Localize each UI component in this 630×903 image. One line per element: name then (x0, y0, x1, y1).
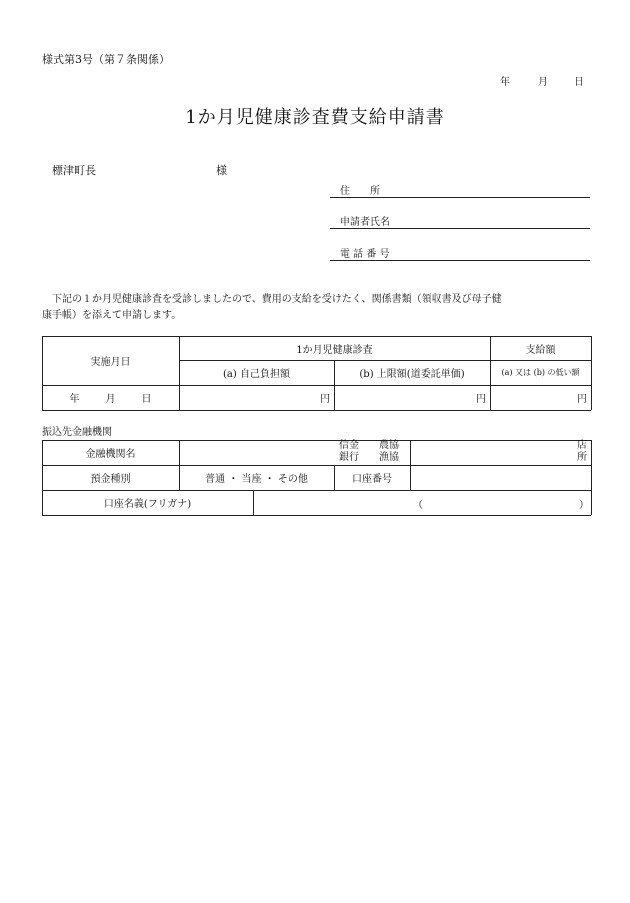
self-pay-amount-cell[interactable] (179, 385, 334, 410)
yen-unit: 円 (577, 394, 587, 405)
payment-sub-header: (a) 又は (b) の低い額 (501, 368, 580, 377)
body-text-line2: 康手帳）を添えて申請します。 (42, 310, 182, 321)
phone-field-line[interactable] (330, 260, 590, 261)
form-number: 様式第3号（第７条関係） (42, 53, 170, 66)
yen-unit: 円 (320, 394, 330, 405)
type-gyokyo: 漁協 (379, 452, 399, 463)
self-pay-header: (a) 自己負担額 (223, 369, 290, 380)
limit-amount-cell[interactable] (334, 385, 490, 410)
exam-month-label: 月 (105, 394, 116, 405)
exam-day-label: 日 (141, 394, 152, 405)
institution-label: 金融機関名 (85, 449, 136, 460)
date-month-label: 月 (538, 77, 548, 88)
account-holder-label: 口座名義(フリガナ) (103, 499, 192, 510)
phone-label: 電 話 番 号 (340, 249, 390, 260)
payment-header: 支給額 (525, 344, 556, 356)
yen-unit: 円 (476, 394, 486, 405)
date-year-label: 年 (500, 77, 510, 88)
addressee: 標津町長 (52, 164, 96, 177)
bank-section-heading: 振込先金融機関 (42, 427, 112, 438)
deposit-type-label: 預金種別 (90, 474, 131, 485)
exam-date-header: 実施月日 (90, 357, 131, 368)
type-nokyo: 農協 (379, 440, 399, 451)
branch-ten: 店 (577, 440, 587, 451)
institution-name-cell[interactable] (179, 440, 410, 465)
address-field-line[interactable] (330, 197, 590, 198)
account-holder-cell[interactable] (253, 490, 591, 515)
type-ginko: 銀行 (339, 452, 359, 463)
account-number-cell[interactable] (410, 465, 591, 490)
page-title: 1か月児健康診査費支給申請書 (185, 107, 445, 128)
exam-year-label: 年 (69, 394, 80, 405)
honorific: 様 (216, 164, 227, 177)
deposit-type-options[interactable]: 普通 ・ 当座 ・ その他 (205, 474, 308, 485)
exam-date-cell[interactable] (42, 385, 179, 410)
date-day-label: 日 (574, 77, 584, 88)
body-text-line1: 下記の１か月児健康診査を受診しましたので、費用の支給を受けたく、関係書類（領収書及び母子健 (52, 294, 502, 305)
account-number-label: 口座番号 (352, 474, 392, 485)
branch-sho: 所 (577, 452, 587, 463)
paren-open: （ (413, 500, 423, 511)
address-label: 住 所 (340, 186, 380, 197)
payment-amount-cell[interactable] (490, 385, 591, 410)
limit-header: (b) 上限額(道委託単価) (359, 369, 465, 380)
applicant-name-label: 申請者氏名 (340, 217, 390, 228)
paren-close: ） (579, 500, 589, 511)
exam-header: 1か月児健康診査 (296, 344, 373, 356)
applicant-name-field-line[interactable] (330, 228, 590, 229)
branch-name-cell[interactable] (410, 440, 591, 465)
type-shinkin: 信金 (339, 440, 359, 451)
